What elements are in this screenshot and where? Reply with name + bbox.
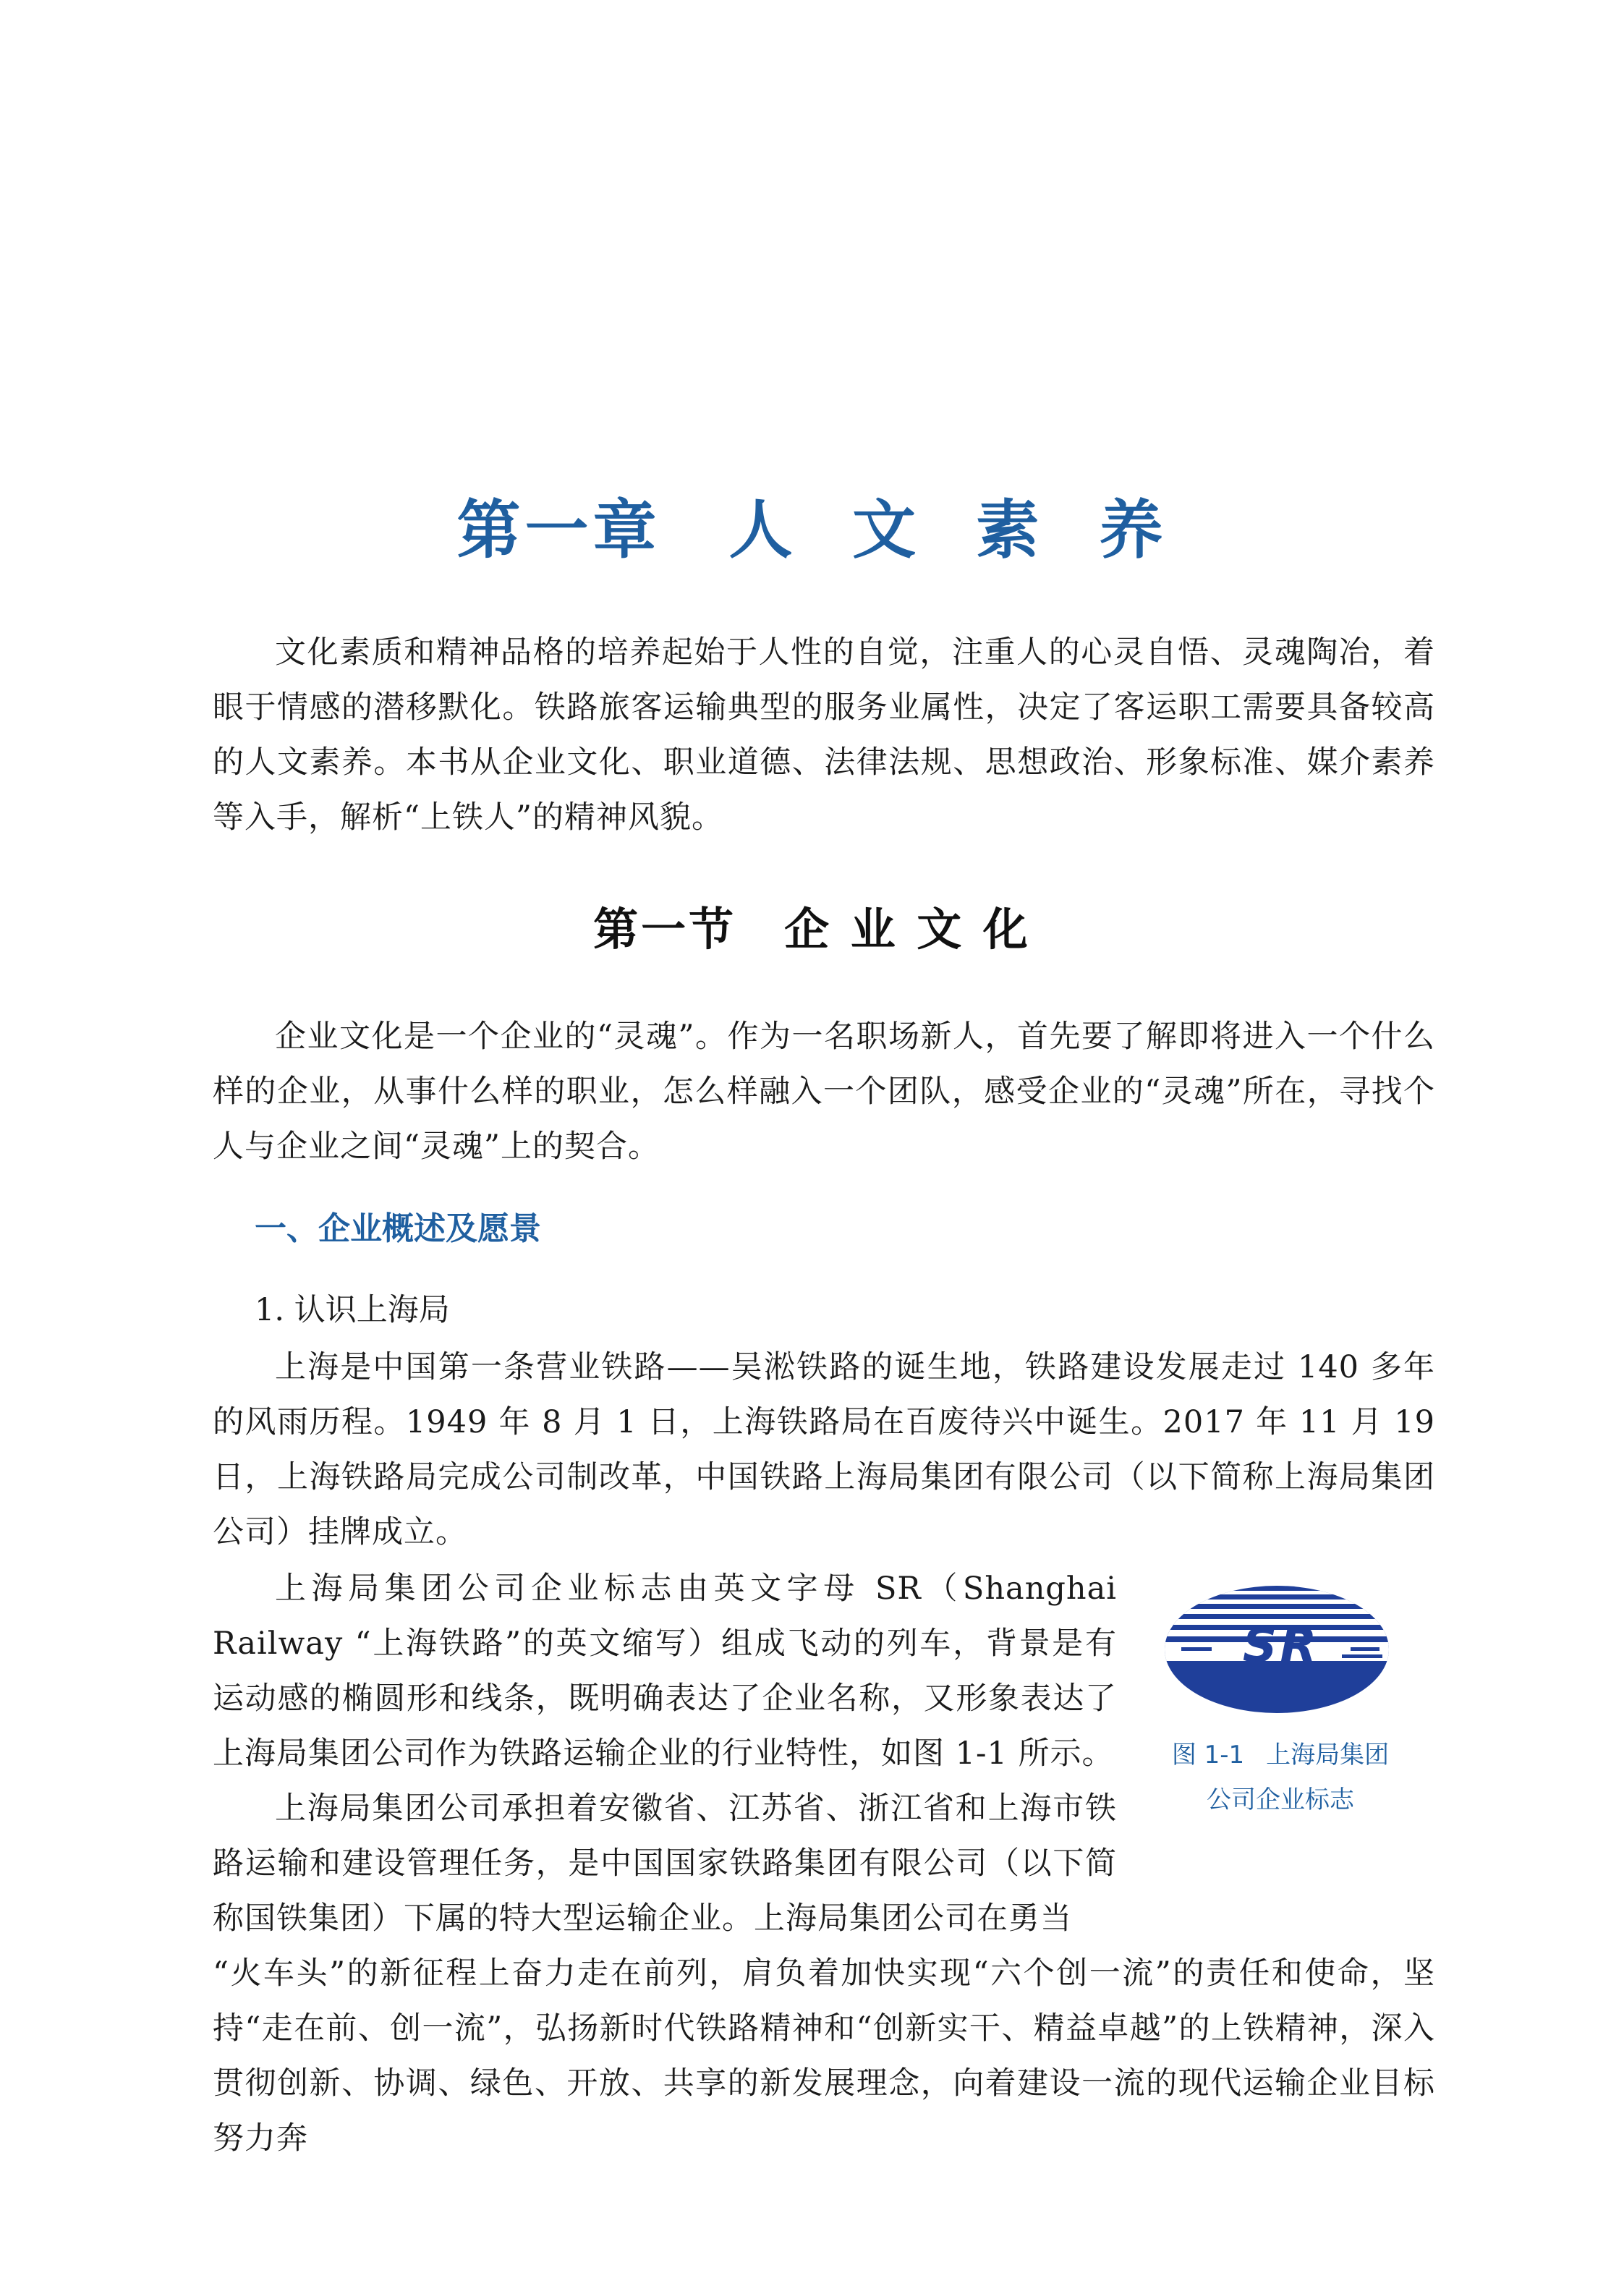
subsection-heading: 一、企业概述及愿景 [255,1210,541,1247]
history-paragraph: 上海是中国第一条营业铁路——吴淞铁路的诞生地，铁路建设发展走过 140 多年的风雨历程。1949 年 8 月 1 日，上海铁路局在百废待兴中诞生。2017 年 11 月 19 日，上海铁路局完成公司制改革，中国铁路上海局集团有限公司（以下简称上海局集团公司）挂牌成立。 [213,1349,1435,1550]
figure-caption [1150,1733,1411,1822]
figure-caption-line2: 公司企业标志 [1207,1785,1354,1814]
company-scope-paragraph: 上海局集团公司承担着安徽省、江苏省、浙江省和上海市铁路运输和建设管理任务，是中国国家铁路集团有限公司（以下简称国铁集团）下属的特大型运输企业。上海局集团公司在勇当 [213,1790,1117,1937]
figure-number: 图 1-1 [1171,1741,1245,1769]
section-title: 第一节 企 业 文 化 [593,903,1031,956]
sr-logo-icon [1161,1581,1393,1718]
company-mission-paragraph: “火车头”的新征程上奋力走在前列，肩负着加快实现“六个创一流”的责任和使命，坚持“走在前、创一流”，弘扬新时代铁路精神和“创新实干、精益卓越”的上铁精神，深入贯彻创新、协调、绿色、开放、共享的新发展理念，向着建设一流的现代运输企业目标努力奔 [213,1955,1435,2157]
item-heading: 1. 认识上海局 [255,1292,450,1328]
logo-text: SR [1242,1618,1320,1673]
chapter-intro-paragraph: 文化素质和精神品格的培养起始于人性的自觉，注重人的心灵自悟、灵魂陶冶，着眼于情感的潜移默化。铁路旅客运输典型的服务业属性，决定了客运职工需要具备较高的人文素养。本书从企业文化、职业道德、法律法规、思想政治、形象标准、媒介素养等入手，解析“上铁人”的精神风貌。 [213,634,1435,836]
figure-caption-line1: 上海局集团 [1266,1741,1390,1769]
section-intro-paragraph: 企业文化是一个企业的“灵魂”。作为一名职场新人，首先要了解即将进入一个什么样的企业，从事什么样的职业，怎么样融入一个团队，感受企业的“灵魂”所在，寻找个人与企业之间“灵魂”上的契合。 [213,1019,1435,1165]
chapter-title: 第一章 人 文 素 养 [456,492,1168,567]
figure-1-1 [1150,1581,1411,1822]
logo-description-paragraph: 上海局集团公司企业标志由英文字母 SR（Shanghai Railway “上海铁路”的英文缩写）组成飞动的列车，背景是有运动感的椭圆形和线条，既明确表达了企业名称，又形象表达了上海局集团公司作为铁路运输企业的行业特性，如图 1-1 所示。 [213,1571,1117,1772]
